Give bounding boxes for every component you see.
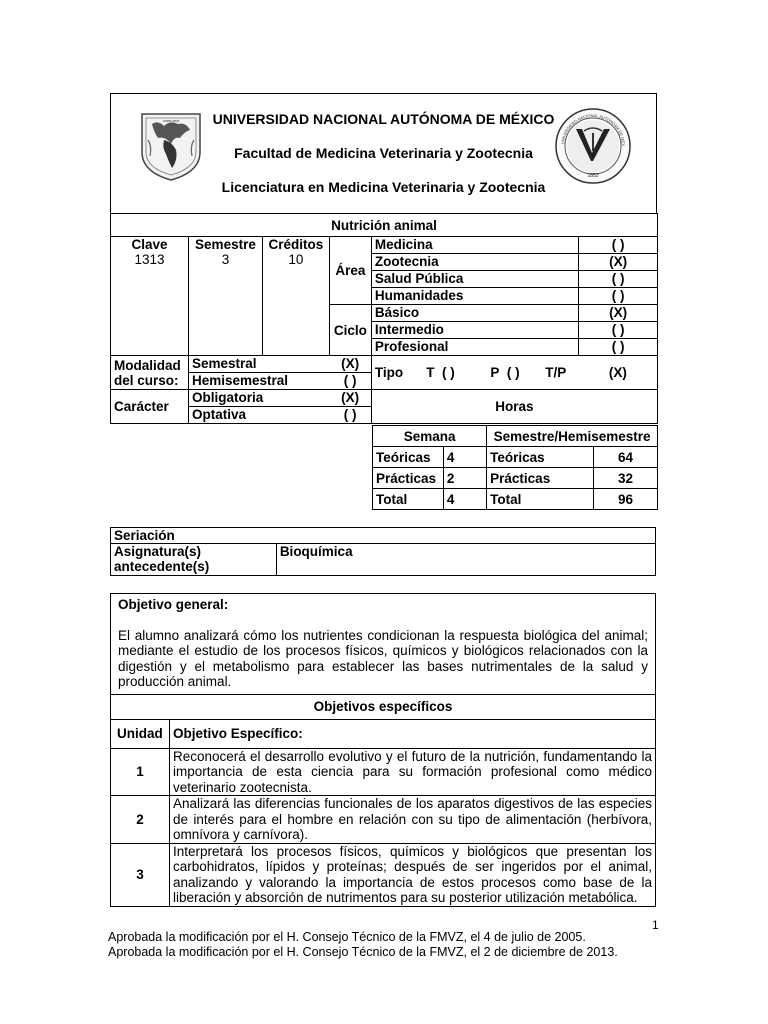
fmvz-seal-ring-text: UNIVERSIDAD NACIONAL AUTÓNOMA DE MÉX — [560, 112, 627, 147]
hours-label-2: Total — [373, 489, 444, 510]
tipo-tp-label: T/P — [533, 356, 579, 390]
hours-total-2: 96 — [594, 489, 658, 510]
modalidad-mark-0: (X) — [329, 356, 371, 373]
tipo-p-mark: ( ) — [506, 365, 520, 380]
unit-number-2: 2 — [111, 796, 170, 844]
page-number: 1 — [652, 918, 659, 932]
semestre-label: Semestre — [195, 237, 256, 252]
university-name: UNIVERSIDAD NACIONAL AUTÓNOMA DE MÉXICO — [212, 111, 555, 127]
hours-label-1: Prácticas — [373, 468, 444, 489]
area-name-3: Humanidades — [371, 288, 578, 305]
unit-number-1: 1 — [111, 748, 170, 796]
tipo-label: Tipo — [371, 356, 423, 390]
creditos-value: 10 — [288, 252, 304, 267]
caracter-mark-0: (X) — [329, 390, 371, 407]
creditos-label: Créditos — [268, 237, 324, 252]
tipo-tp-mark: (X) — [579, 356, 658, 390]
footer-line-1: Aprobada la modificación por el H. Consejo Técnico de la FMVZ, el 4 de julio de 2005. — [108, 930, 586, 944]
unit-objective-1: Reconocerá el desarrollo evolutivo y el futuro de la nutrición, fundamentando la importancia de esta ciencia para su formación profesional como médico veterinario zootecnista. — [169, 748, 655, 796]
ciclo-name-1: Intermedio — [371, 322, 578, 339]
ciclo-name-0: Básico — [371, 305, 578, 322]
clave-cell — [111, 237, 189, 356]
clave-label: Clave — [131, 237, 168, 252]
semestre-cell — [188, 237, 262, 356]
document-header — [110, 93, 657, 213]
area-name-1: Zootecnia — [371, 254, 578, 271]
general-objective-text: El alumno analizará cómo los nutrientes condicionan la respuesta biológica del animal; mediante el estudio de los procesos físicos, químicos y biológicos relacionados con la digestión y el metabolismo para establecer las bases nutrimentales de la salud y producción animal. — [118, 627, 648, 689]
semestre-value: 3 — [221, 252, 230, 267]
table-row — [373, 447, 658, 468]
modalidad-name-1: Hemisemestral — [188, 373, 329, 390]
semestre-hemisemestre-header: Semestre/Hemisemestre — [487, 426, 658, 447]
hours-week-0: 4 — [443, 447, 486, 468]
table-row — [373, 489, 658, 510]
unit-header: Unidad — [111, 719, 170, 748]
seriacion-table — [110, 527, 656, 576]
table-row — [111, 796, 656, 844]
semana-header: Semana — [373, 426, 487, 447]
modalidad-label — [111, 356, 189, 390]
clave-value: 1313 — [134, 252, 165, 267]
footer-notes — [108, 930, 668, 960]
unam-seal-motto: unam-seal — [162, 119, 180, 123]
ciclo-mark-1: ( ) — [579, 322, 658, 339]
hours-week-1: 2 — [443, 468, 486, 489]
caracter-name-1: Optativa — [188, 407, 329, 424]
area-mark-3: ( ) — [579, 288, 658, 305]
seriacion-label-line-2: antecedente(s) — [114, 559, 210, 574]
area-mark-1: (X) — [579, 254, 658, 271]
course-name: Nutrición animal — [111, 214, 658, 237]
table-row — [373, 468, 658, 489]
unit-number-3: 3 — [111, 843, 170, 906]
objective-header: Objetivo Específico: — [169, 719, 655, 748]
modalidad-mark-1: ( ) — [329, 373, 371, 390]
unit-objective-3: Interpretará los procesos físicos, químicos y biológicos que presentan los carbohidratos, lípidos y proteínas; después de ser ingeridos por el animal, analizando y valorando la importancia de estos procesos como base de la liberación y absorción de nutrimentos para su posterior utilización metabólica. — [169, 843, 655, 906]
seriacion-value: Bioquímica — [276, 544, 655, 576]
ciclo-mark-0: (X) — [579, 305, 658, 322]
fmvz-seal-year: 1853 — [587, 173, 599, 179]
table-row — [111, 748, 656, 796]
seriacion-label-line-1: Asignatura(s) — [114, 544, 202, 559]
specific-objectives-title: Objetivos específicos — [111, 694, 656, 719]
horas-label: Horas — [371, 390, 657, 424]
area-mark-0: ( ) — [579, 237, 658, 254]
area-mark-2: ( ) — [579, 271, 658, 288]
modalidad-label-line-1: Modalidad — [114, 357, 181, 373]
fmvz-seal-icon — [554, 107, 632, 185]
tipo-t-mark: ( ) — [442, 365, 455, 380]
tipo-p — [477, 356, 533, 390]
hours-label2-1: Prácticas — [487, 468, 594, 489]
caracter-mark-1: ( ) — [329, 407, 371, 424]
modalidad-name-0: Semestral — [188, 356, 329, 373]
faculty-name: Facultad de Medicina Veterinaria y Zootecnia — [234, 145, 533, 161]
hours-total-1: 32 — [594, 468, 658, 489]
seriacion-label — [111, 544, 277, 576]
hours-label2-2: Total — [487, 489, 594, 510]
tipo-t — [423, 356, 477, 390]
hours-total-0: 64 — [594, 447, 658, 468]
ciclo-mark-2: ( ) — [579, 339, 658, 356]
ciclo-name-2: Profesional — [371, 339, 578, 356]
hours-label-0: Teóricas — [373, 447, 444, 468]
unit-objective-2: Analizará las diferencias funcionales de los aparatos digestivos de las especies de interés para el hombre en relación con su tipo de alimentación (herbívora, omnívora y carnívora). — [169, 796, 655, 844]
hours-label2-0: Teóricas — [487, 447, 594, 468]
tipo-t-label: T — [426, 365, 435, 380]
seriacion-title: Seriación — [111, 528, 656, 544]
area-label: Área — [329, 237, 371, 305]
footer-line-2: Aprobada la modificación por el H. Consejo Técnico de la FMVZ, el 2 de diciembre de 2013. — [108, 945, 618, 959]
degree-name: Licenciatura en Medicina Veterinaria y Zootecnia — [221, 179, 546, 195]
objectives-table — [110, 593, 656, 907]
caracter-label: Carácter — [111, 390, 189, 424]
table-row — [111, 843, 656, 906]
area-name-2: Salud Pública — [371, 271, 578, 288]
general-objective-cell — [111, 594, 656, 695]
area-name-0: Medicina — [371, 237, 578, 254]
caracter-name-0: Obligatoria — [188, 390, 329, 407]
hours-table — [372, 425, 658, 510]
ciclo-label: Ciclo — [329, 305, 371, 356]
course-info-table — [110, 213, 658, 424]
hours-week-2: 4 — [443, 489, 486, 510]
modalidad-label-line-2: del curso: — [114, 372, 179, 388]
tipo-p-label: P — [490, 365, 500, 380]
general-objective-title: Objetivo general: — [118, 597, 229, 612]
creditos-cell — [262, 237, 329, 356]
